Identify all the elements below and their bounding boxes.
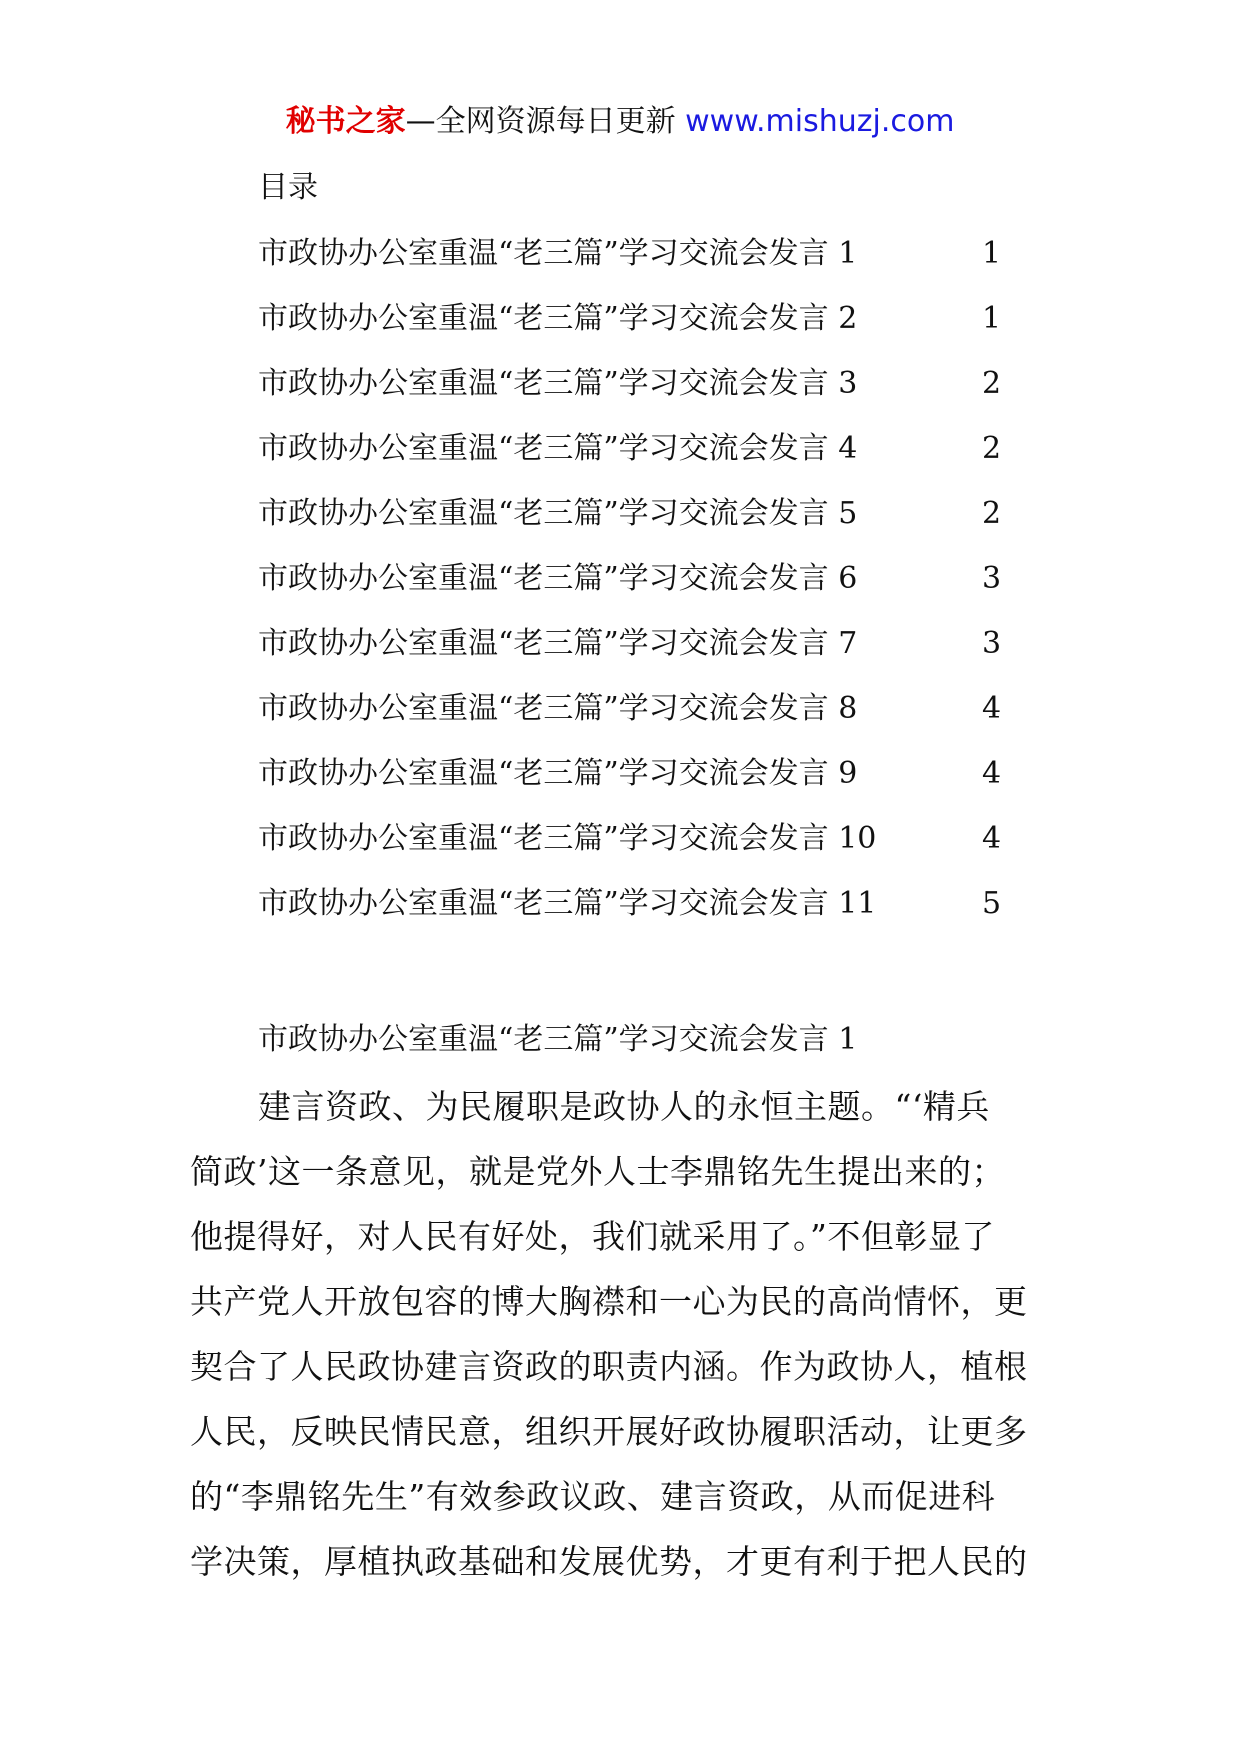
toc-entry[interactable] — [258, 817, 1058, 882]
toc-entry-page: 3 — [982, 626, 1002, 661]
paragraph-line: 学决策，厚植执政基础和发展优势，才更有利于把人民的 — [190, 1542, 1028, 1581]
toc-entry-page: 1 — [982, 301, 1002, 336]
toc-entry-page: 1 — [982, 236, 1002, 271]
toc-entry-title: 市政协办公室重温“老三篇”学习交流会发言 3 — [258, 366, 858, 401]
toc-entry-title: 市政协办公室重温“老三篇”学习交流会发言 8 — [258, 691, 858, 726]
toc-entry[interactable] — [258, 297, 1058, 362]
toc-entry-page: 2 — [982, 366, 1002, 401]
toc-entry[interactable] — [258, 492, 1058, 557]
toc-entry-title: 市政协办公室重温“老三篇”学习交流会发言 11 — [258, 886, 877, 921]
toc-entry[interactable] — [258, 752, 1058, 817]
paragraph-line: 他提得好，对人民有好处，我们就采用了。”不但彰显了 — [190, 1217, 995, 1256]
paragraph-line: 的“李鼎铭先生”有效参政议政、建言资政，从而促进科 — [190, 1477, 996, 1516]
section-heading: 市政协办公室重温“老三篇”学习交流会发言 1 — [258, 1022, 858, 1057]
toc-entry-page: 5 — [982, 886, 1002, 921]
toc-entry-title: 市政协办公室重温“老三篇”学习交流会发言 9 — [258, 756, 858, 791]
toc-title: 目录 — [258, 170, 318, 205]
toc-entry-page: 4 — [982, 756, 1002, 791]
site-brand: 秘书之家 — [285, 104, 406, 139]
paragraph-line: 共产党人开放包容的博大胸襟和一心为民的高尚情怀，更 — [190, 1282, 1028, 1321]
site-header — [0, 100, 1240, 144]
section-body — [190, 1082, 1060, 1602]
toc-entry-page: 2 — [982, 431, 1002, 466]
toc-entry-title: 市政协办公室重温“老三篇”学习交流会发言 2 — [258, 301, 858, 336]
table-of-contents — [258, 232, 1058, 947]
site-url-link[interactable]: www.mishuzj.com — [685, 104, 955, 139]
toc-entry[interactable] — [258, 557, 1058, 622]
toc-entry[interactable] — [258, 622, 1058, 687]
toc-entry-title: 市政协办公室重温“老三篇”学习交流会发言 6 — [258, 561, 858, 596]
toc-entry-page: 4 — [982, 821, 1002, 856]
toc-entry[interactable] — [258, 362, 1058, 427]
toc-entry-title: 市政协办公室重温“老三篇”学习交流会发言 5 — [258, 496, 858, 531]
paragraph-line: 人民，反映民情民意，组织开展好政协履职活动，让更多 — [190, 1412, 1028, 1451]
toc-entry-title: 市政协办公室重温“老三篇”学习交流会发言 4 — [258, 431, 858, 466]
toc-entry[interactable] — [258, 687, 1058, 752]
toc-entry-title: 市政协办公室重温“老三篇”学习交流会发言 7 — [258, 626, 858, 661]
toc-entry-title: 市政协办公室重温“老三篇”学习交流会发言 10 — [258, 821, 877, 856]
toc-entry[interactable] — [258, 427, 1058, 492]
toc-entry[interactable] — [258, 882, 1058, 947]
toc-entry-page: 4 — [982, 691, 1002, 726]
paragraph-line: 契合了人民政协建言资政的职责内涵。作为政协人，植根 — [190, 1347, 1028, 1386]
toc-entry-page: 3 — [982, 561, 1002, 596]
toc-entry[interactable] — [258, 232, 1058, 297]
paragraph-line: 简政’这一条意见，就是党外人士李鼎铭先生提出来的； — [190, 1152, 1005, 1191]
site-tagline: —全网资源每日更新 — [405, 104, 676, 139]
paragraph-line: 建言资政、为民履职是政协人的永恒主题。“‘精兵 — [258, 1087, 990, 1126]
toc-entry-title: 市政协办公室重温“老三篇”学习交流会发言 1 — [258, 236, 858, 271]
toc-entry-page: 2 — [982, 496, 1002, 531]
